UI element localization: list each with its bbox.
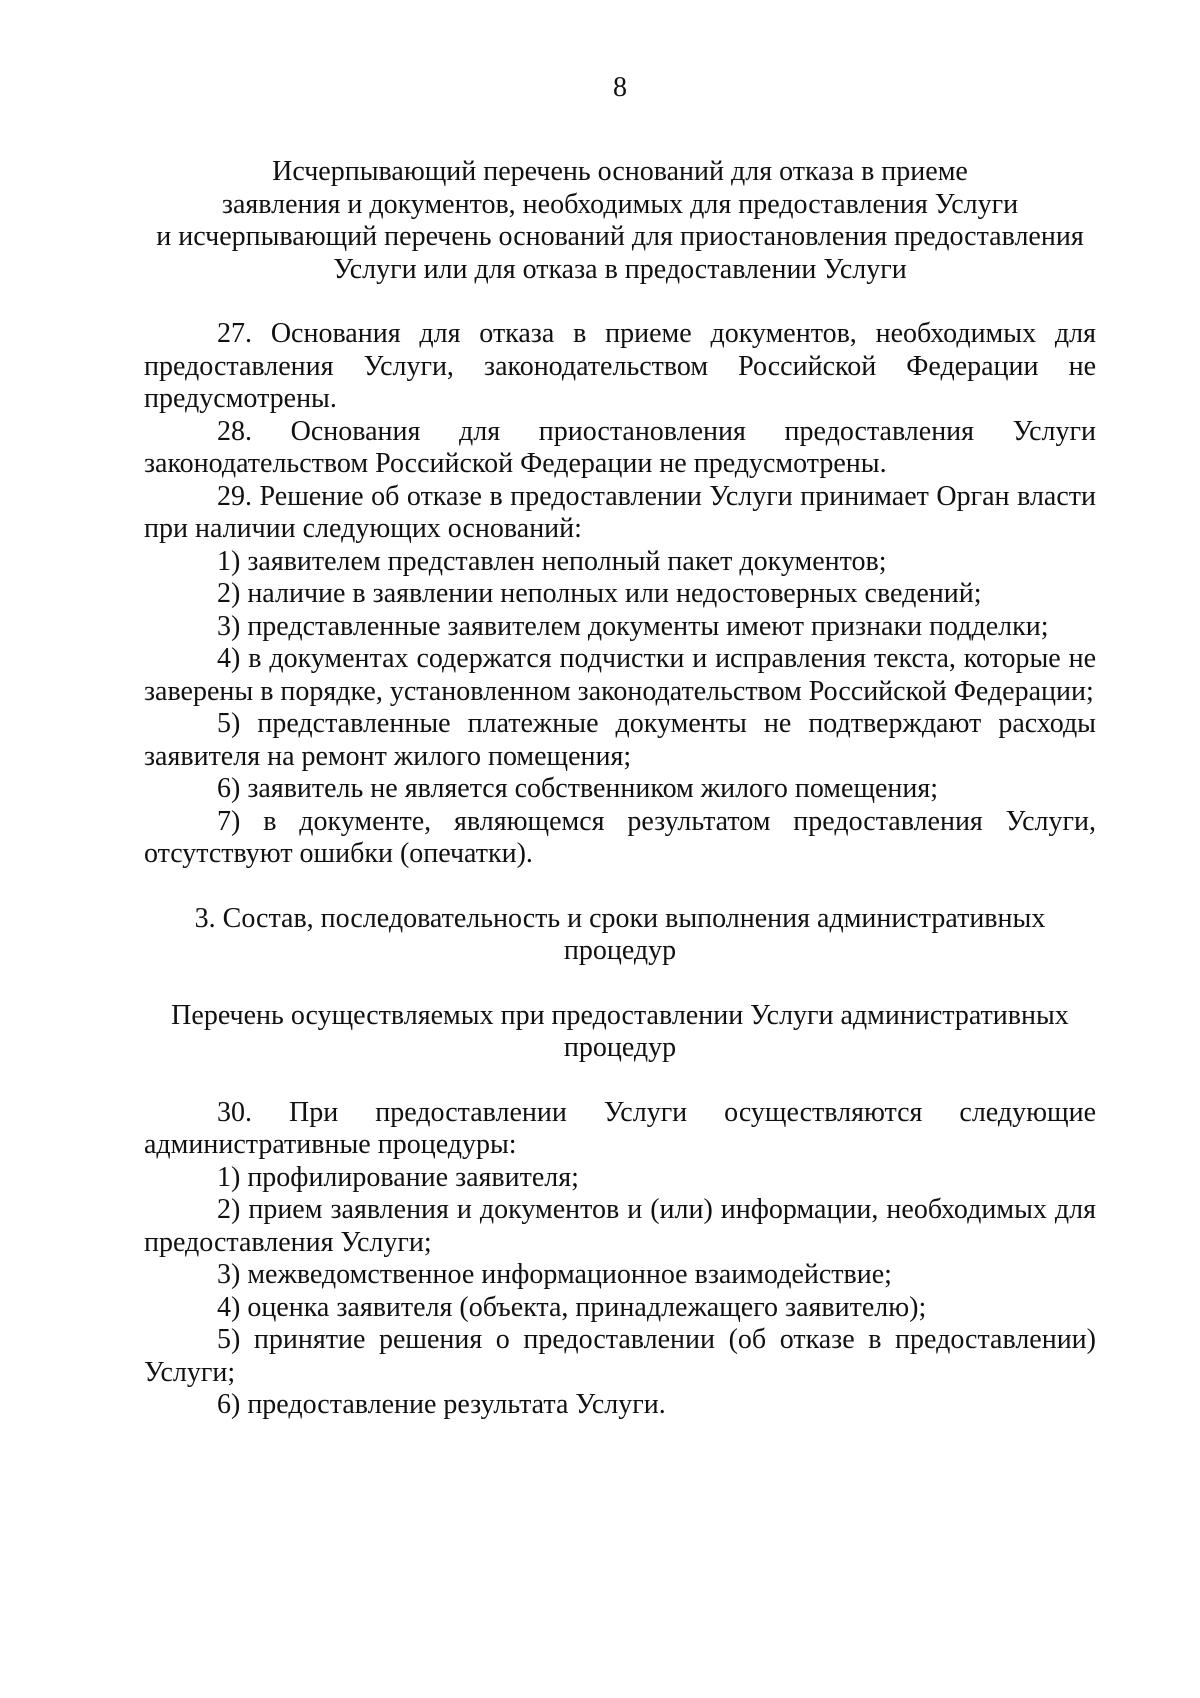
refusal-grounds-body: [144, 318, 1096, 871]
list-item: 4) в документах содержатся подчистки и исправления текста, которые не заверены в порядке, установленном законодательством Российской Федерации;: [144, 643, 1096, 707]
clause-29: 29. Решение об отказе в предоставлении Услуги принимает Орган власти при наличии следующих оснований:: [144, 480, 1096, 544]
list-item: 1) профилирование заявителя;: [217, 1161, 579, 1193]
section-3-heading: [144, 903, 1096, 968]
list-item: 5) представленные платежные документы не подтверждают расходы заявителя на ремонт жилого помещения;: [144, 708, 1096, 772]
list-item: 4) оценка заявителя (объекта, принадлежащего заявителю);: [217, 1291, 927, 1323]
heading-line: процедур: [563, 935, 677, 966]
clause-27: 27. Основания для отказа в приеме документов, необходимых для предоставления Услуги, законодательством Российской Федерации не предусмотрены.: [144, 318, 1096, 414]
list-item: 3) представленные заявителем документы имеют признаки подделки;: [217, 610, 1049, 642]
list-item: 6) заявитель не является собственником жилого помещения;: [217, 773, 939, 804]
section-heading-refusal-grounds: [144, 156, 1096, 286]
list-item: 2) наличие в заявлении неполных или недостоверных сведений;: [217, 578, 982, 609]
list-item: 7) в документе, являющемся результатом предоставления Услуги, отсутствуют ошибки (опечатки).: [144, 805, 1096, 869]
heading-line: 3. Состав, последовательность и сроки выполнения административных: [194, 902, 1046, 934]
heading-line: Услуги или для отказа в предоставлении Услуги: [333, 253, 907, 285]
heading-line: и исчерпывающий перечень оснований для приостановления предоставления: [156, 221, 1084, 252]
list-item: 6) предоставление результата Услуги.: [217, 1389, 666, 1420]
list-item: 2) прием заявления и документов и (или) информации, необходимых для предоставления Услуги;: [144, 1194, 1096, 1258]
heading-line: заявления и документов, необходимых для предоставления Услуги: [221, 188, 1019, 220]
procedures-list-heading: [144, 1000, 1096, 1065]
list-item: 1) заявителем представлен неполный пакет документов;: [217, 545, 887, 577]
clause-28: 28. Основания для приостановления предоставления Услуги законодательством Российской Федерации не предусмотрены.: [144, 415, 1096, 479]
list-item: 3) межведомственное информационное взаимодействие;: [217, 1259, 892, 1290]
heading-line: Исчерпывающий перечень оснований для отказа в приеме: [272, 156, 968, 187]
clause-30: 30. При предоставлении Услуги осуществляются следующие административные процедуры:: [144, 1096, 1096, 1160]
heading-line: Перечень осуществляемых при предоставлении Услуги административных: [171, 999, 1069, 1031]
list-item: 5) принятие решения о предоставлении (об отказе в предоставлении) Услуги;: [144, 1324, 1096, 1388]
procedures-body: [144, 1097, 1096, 1422]
heading-line: процедур: [563, 1032, 677, 1063]
page-number: 8: [613, 72, 627, 103]
